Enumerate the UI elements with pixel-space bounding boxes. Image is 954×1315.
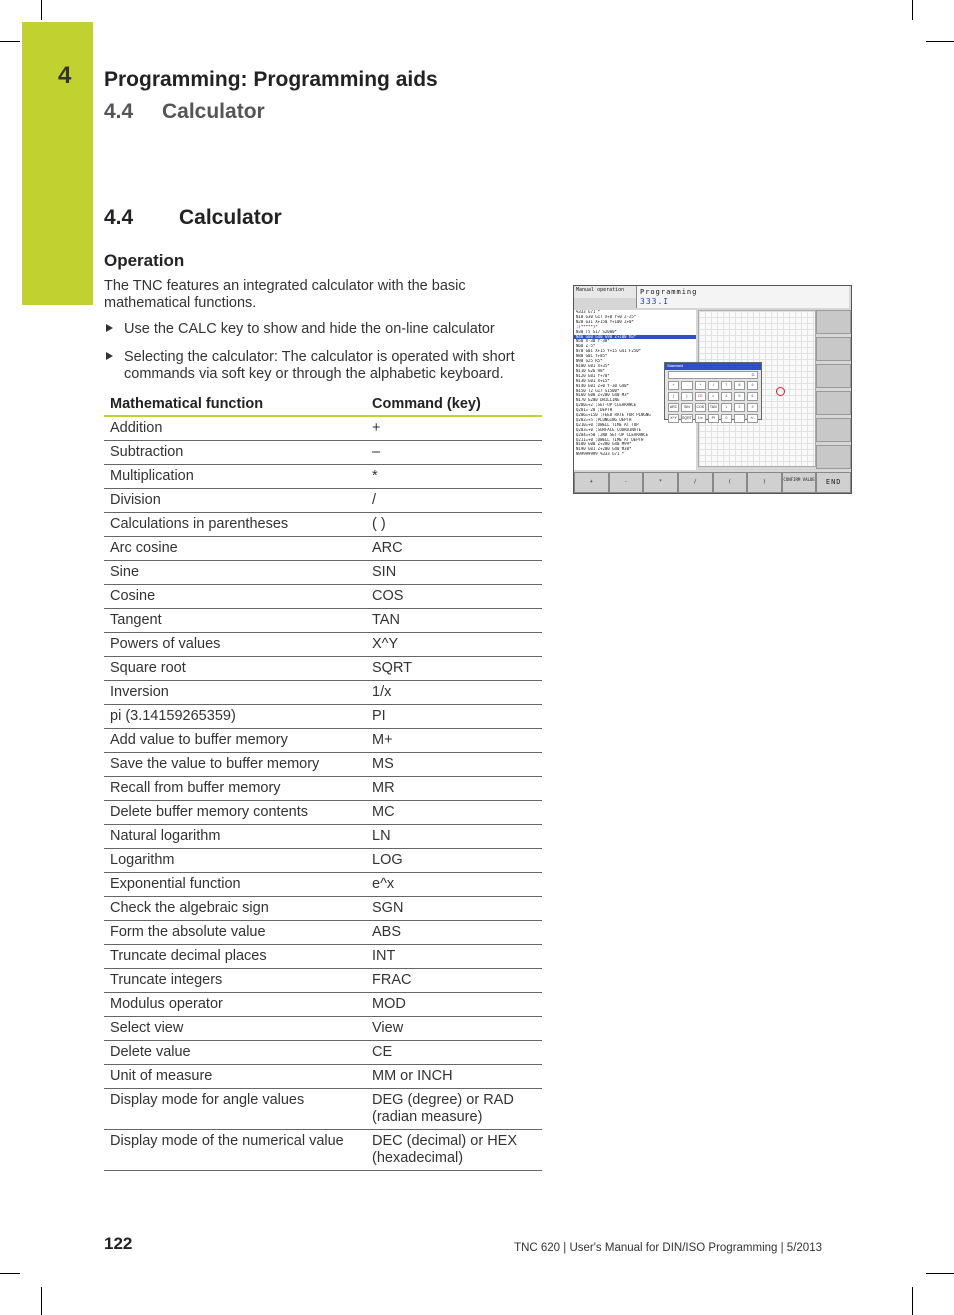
calculator-key[interactable]: 9 xyxy=(747,381,758,390)
table-row xyxy=(104,777,542,801)
command-key: SIN xyxy=(366,561,542,585)
function-name: Square root xyxy=(104,657,366,681)
calculator-keys xyxy=(668,381,758,423)
command-key: LOG xyxy=(366,849,542,873)
table-row xyxy=(104,1041,542,1065)
code-line[interactable]: N40 G00 G40 G90 Z+100 M3* xyxy=(574,335,696,340)
function-name: Select view xyxy=(104,1017,366,1041)
code-line[interactable]: N20 G31 X+150 Y+100 Z+0* xyxy=(576,319,634,324)
calculator-key[interactable]: ( xyxy=(668,392,679,401)
softkey-row xyxy=(574,472,851,493)
calculator-key[interactable]: 0 xyxy=(721,414,732,423)
code-line[interactable]: Q210=+0 ;DWELL TIME AT TOP xyxy=(576,422,639,427)
softkey[interactable]: CONFIRM VALUE xyxy=(782,472,817,493)
softkey[interactable]: + xyxy=(574,472,609,493)
calculator-key[interactable]: 1/x xyxy=(695,414,706,423)
softkey[interactable]: ( xyxy=(713,472,748,493)
code-line[interactable]: Q201=-20 ;DEPTH xyxy=(576,408,613,413)
command-key: PI xyxy=(366,705,542,729)
command-key: MOD xyxy=(366,993,542,1017)
chapter-number: 4 xyxy=(58,62,72,89)
side-softkey[interactable] xyxy=(816,391,851,415)
table-row xyxy=(104,825,542,849)
crosshair-icon xyxy=(776,387,785,396)
table-row xyxy=(104,945,542,969)
command-key: ( ) xyxy=(366,513,542,537)
section-title: Calculator xyxy=(179,206,282,229)
command-key: ABS xyxy=(366,921,542,945)
function-table xyxy=(104,391,542,1171)
command-key: M+ xyxy=(366,729,542,753)
calculator-key[interactable]: +/- xyxy=(747,414,758,423)
function-name: Natural logarithm xyxy=(104,825,366,849)
chapter-title: Programming: Programming aids xyxy=(104,68,438,91)
code-line[interactable]: Q200=+2 ;SET-UP CLEARANCE xyxy=(576,403,637,408)
table-row xyxy=(104,969,542,993)
bullet-item xyxy=(104,321,534,338)
code-line[interactable]: Q211=+0 ;DWELL TIME AT DEPTH xyxy=(576,437,644,442)
function-name: Inversion xyxy=(104,681,366,705)
function-name: Recall from buffer memory xyxy=(104,777,366,801)
code-line[interactable]: N160 G00 Z+200 G40 M3* xyxy=(576,393,629,398)
calculator-key[interactable]: / xyxy=(708,381,719,390)
crop-mark xyxy=(41,1287,42,1315)
function-name: Division xyxy=(104,489,366,513)
crop-mark xyxy=(912,1287,913,1315)
calculator-key[interactable]: TAN xyxy=(708,403,719,412)
calculator-key[interactable]: 8 xyxy=(734,381,745,390)
table-row xyxy=(104,561,542,585)
table-row xyxy=(104,416,542,441)
bullet-text: Selecting the calculator: The calculator is operated with short commands via soft key or through the alphabetic keyboard. xyxy=(124,349,515,382)
calculator-key[interactable]: 3 xyxy=(747,403,758,412)
command-key: FRAC xyxy=(366,969,542,993)
running-section-number: 4.4 xyxy=(104,100,134,123)
table-row xyxy=(104,441,542,465)
programming-header xyxy=(636,286,849,308)
bullet-item xyxy=(104,349,534,383)
section-number: 4.4 xyxy=(104,206,134,229)
function-name: Check the algebraic sign xyxy=(104,897,366,921)
table-row xyxy=(104,993,542,1017)
calculator-key[interactable]: ) xyxy=(681,392,693,401)
command-key: + xyxy=(366,416,542,441)
table-body xyxy=(104,416,542,1171)
function-name: Display mode for angle values xyxy=(104,1089,366,1130)
crop-mark xyxy=(0,1273,20,1274)
program-file-name: 333.I xyxy=(640,297,670,306)
function-name: pi (3.14159265359) xyxy=(104,705,366,729)
calculator-key[interactable]: - xyxy=(681,381,693,390)
function-name: Save the value to buffer memory xyxy=(104,753,366,777)
function-name: Modulus operator xyxy=(104,993,366,1017)
command-key: MC xyxy=(366,801,542,825)
tnc-screenshot xyxy=(573,285,852,494)
function-name: Exponential function xyxy=(104,873,366,897)
header-command: Command (key) xyxy=(366,391,542,416)
function-name: Sine xyxy=(104,561,366,585)
function-name: Delete value xyxy=(104,1041,366,1065)
intro-paragraph: The TNC features an integrated calculator with the basic mathematical functions. xyxy=(104,278,466,311)
function-name: Display mode of the numerical value xyxy=(104,1130,366,1171)
running-section-title: Calculator xyxy=(162,100,265,123)
softkey[interactable]: ) xyxy=(747,472,782,493)
calculator-key[interactable]: ARC xyxy=(668,403,679,412)
code-line[interactable]: Q202=+5 ;PLUNGING DEPTH xyxy=(576,417,632,422)
crop-mark xyxy=(912,0,913,20)
section-heading xyxy=(104,206,282,230)
code-line[interactable]: N50 X-30 Y-30* xyxy=(576,339,610,344)
function-name: Powers of values xyxy=(104,633,366,657)
command-key: View xyxy=(366,1017,542,1041)
code-line[interactable]: N30 T5 G17 S2000* xyxy=(576,329,617,334)
code-line[interactable]: N170 G200 DRILLING xyxy=(576,398,620,403)
calculator-key[interactable]: PI xyxy=(708,414,719,423)
bullet-text: Use the CALC key to show and hide the on-line calculator xyxy=(124,321,495,337)
code-line[interactable]: N190 G01 Z+200 G40 M30* xyxy=(576,447,632,452)
command-key: COS xyxy=(366,585,542,609)
page-number: 122 xyxy=(104,1234,133,1253)
side-softkey[interactable] xyxy=(816,418,851,442)
calculator-key[interactable]: 1 xyxy=(721,403,732,412)
function-name: Form the absolute value xyxy=(104,921,366,945)
code-line[interactable]: %333 G71 * xyxy=(576,310,601,314)
command-key: MM or INCH xyxy=(366,1065,542,1089)
code-line[interactable]: N130 G01 X+15* xyxy=(576,378,610,383)
command-key: INT xyxy=(366,945,542,969)
function-name: Truncate decimal places xyxy=(104,945,366,969)
command-key: TAN xyxy=(366,609,542,633)
function-name: Tangent xyxy=(104,609,366,633)
side-softkey[interactable] xyxy=(816,337,851,361)
code-line[interactable]: Q206=+150 ;FEED RATE FOR PLNGNG xyxy=(576,413,651,418)
table-row xyxy=(104,609,542,633)
function-name: Calculations in parentheses xyxy=(104,513,366,537)
table-row xyxy=(104,897,542,921)
code-line[interactable]: N100 G01 X+35* xyxy=(576,363,610,368)
mode-label: Manual operation xyxy=(574,286,638,298)
table-row xyxy=(104,705,542,729)
code-line[interactable]: N90 G25 R5* xyxy=(576,359,603,364)
softkey[interactable]: * xyxy=(643,472,678,493)
calculator-key[interactable]: + xyxy=(668,381,679,390)
function-name: Unit of measure xyxy=(104,1065,366,1089)
command-key: CE xyxy=(366,1041,542,1065)
function-name: Delete buffer memory contents xyxy=(104,801,366,825)
table-row xyxy=(104,1017,542,1041)
table-row xyxy=(104,1130,542,1171)
programming-title: Programming xyxy=(640,288,698,296)
table-row xyxy=(104,633,542,657)
function-name: Arc cosine xyxy=(104,537,366,561)
calculator-key[interactable]: X^Y xyxy=(668,414,679,423)
function-name: Subtraction xyxy=(104,441,366,465)
bullet-arrow-icon xyxy=(106,352,113,360)
command-key: MR xyxy=(366,777,542,801)
table-row xyxy=(104,657,542,681)
side-softkey[interactable] xyxy=(816,445,851,469)
command-key: / xyxy=(366,489,542,513)
softkey[interactable]: - xyxy=(609,472,644,493)
calculator-key[interactable]: 7 xyxy=(721,381,732,390)
calculator-title: Standard xyxy=(665,363,761,370)
softkey[interactable]: / xyxy=(678,472,713,493)
bullet-arrow-icon xyxy=(106,324,113,332)
code-line[interactable]: N60 Z-5* xyxy=(576,344,596,349)
command-key: SQRT xyxy=(366,657,542,681)
calculator-key[interactable]: . xyxy=(734,414,745,423)
function-name: Addition xyxy=(104,416,366,441)
code-line[interactable]: N10 G30 G17 X+0 Y+0 Z-25* xyxy=(576,314,637,319)
code-line[interactable]: N110 G26 R8* xyxy=(576,368,605,373)
function-name: Logarithm xyxy=(104,849,366,873)
calculator-window xyxy=(664,362,762,420)
table-row xyxy=(104,489,542,513)
code-line[interactable]: Q203=+0 ;SURFACE COORDINATE xyxy=(576,427,642,432)
crop-mark xyxy=(926,41,954,42)
code-line[interactable]: Q204=+50 ;2ND SET-UP CLEARANCE xyxy=(576,432,649,437)
crop-mark xyxy=(41,0,42,20)
table-row xyxy=(104,465,542,489)
side-softkey[interactable] xyxy=(816,310,851,334)
table-row xyxy=(104,801,542,825)
calculator-key[interactable]: SQRT xyxy=(681,414,693,423)
table-row xyxy=(104,849,542,873)
code-line[interactable]: N180 G00 Z+200 G40 M99* xyxy=(576,442,632,447)
table-row xyxy=(104,873,542,897)
table-row xyxy=(104,537,542,561)
side-softkey[interactable] xyxy=(816,364,851,388)
code-line[interactable]: N120 G01 Y+70* xyxy=(576,373,610,378)
calculator-key[interactable]: 5 xyxy=(734,392,745,401)
table-row xyxy=(104,513,542,537)
command-key: 1/x xyxy=(366,681,542,705)
code-line[interactable]: ;(*****)* xyxy=(576,324,598,329)
vertical-softkeys xyxy=(816,310,851,470)
code-line[interactable]: N80 G01 Y+85* xyxy=(576,354,608,359)
calculator-key[interactable]: SIN xyxy=(681,403,693,412)
crop-mark xyxy=(0,41,20,42)
table-header-row xyxy=(104,391,542,416)
table-row xyxy=(104,1089,542,1130)
command-key: ARC xyxy=(366,537,542,561)
running-section-header xyxy=(104,100,265,124)
command-key: SGN xyxy=(366,897,542,921)
table-row xyxy=(104,681,542,705)
function-name: Cosine xyxy=(104,585,366,609)
command-key: e^x xyxy=(366,873,542,897)
command-key: X^Y xyxy=(366,633,542,657)
command-key: DEC (decimal) or HEX (hexadecimal) xyxy=(366,1130,542,1171)
table-row xyxy=(104,753,542,777)
table-row xyxy=(104,729,542,753)
header-function: Mathematical function xyxy=(104,391,366,416)
calculator-key[interactable]: 2 xyxy=(734,403,745,412)
function-name: Add value to buffer memory xyxy=(104,729,366,753)
table-row xyxy=(104,585,542,609)
crop-mark xyxy=(926,1273,954,1274)
footer-text: TNC 620 | User's Manual for DIN/ISO Programming | 5/2013 xyxy=(514,1242,822,1254)
calculator-key[interactable]: CE xyxy=(695,392,706,401)
code-line[interactable]: N70 G01 X+15 Y+15 G41 F250* xyxy=(576,349,642,354)
calculator-key[interactable]: = xyxy=(708,392,719,401)
table-row xyxy=(104,921,542,945)
subheading: Operation xyxy=(104,251,185,270)
code-line[interactable]: N140 G01 Z+0 Y-30 G40* xyxy=(576,383,629,388)
calculator-display: 0. xyxy=(668,371,758,379)
command-key: LN xyxy=(366,825,542,849)
calculator-key[interactable]: * xyxy=(695,381,706,390)
code-line[interactable]: N150 T2 G17 S1500* xyxy=(576,388,620,393)
command-key: – xyxy=(366,441,542,465)
command-key: DEG (degree) or RAD (radian measure) xyxy=(366,1089,542,1130)
command-key: MS xyxy=(366,753,542,777)
calculator-key[interactable]: 4 xyxy=(721,392,732,401)
calculator-key[interactable]: COS xyxy=(695,403,706,412)
table-row xyxy=(104,1065,542,1089)
command-key: * xyxy=(366,465,542,489)
softkey[interactable]: END xyxy=(816,472,851,493)
function-name: Truncate integers xyxy=(104,969,366,993)
calculator-key[interactable]: 6 xyxy=(747,392,758,401)
function-name: Multiplication xyxy=(104,465,366,489)
code-line[interactable]: N99999999 %333 G71 * xyxy=(576,452,625,457)
